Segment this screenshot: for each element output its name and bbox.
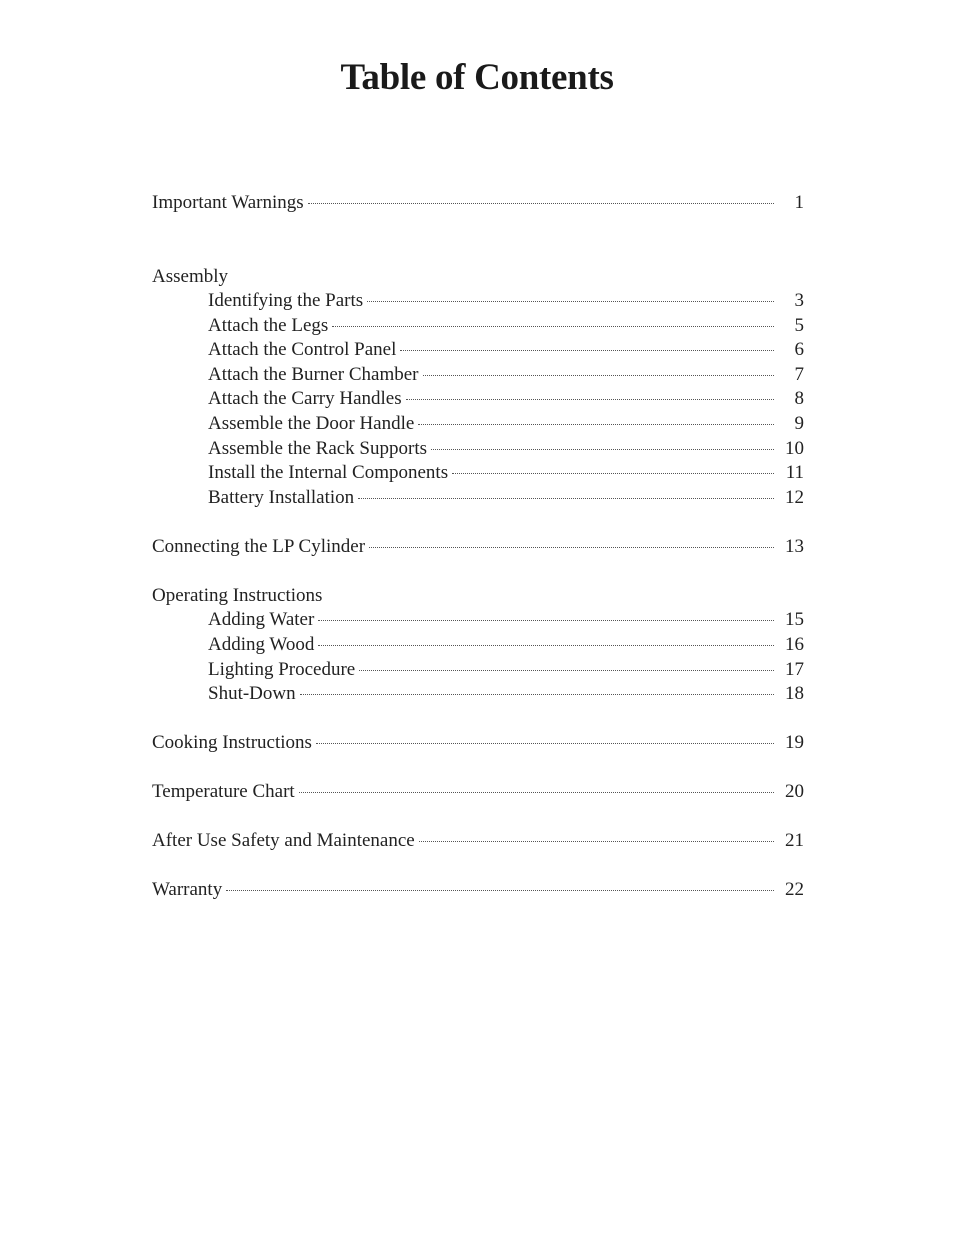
toc-page-number: 19 [785, 732, 804, 753]
toc-entry-label: Temperature Chart [152, 781, 295, 802]
toc-entry-label: Adding Water [208, 609, 315, 630]
toc-page-number: 7 [794, 364, 804, 385]
toc-entry-label: Install the Internal Components [208, 462, 449, 483]
toc-page-number: 10 [785, 438, 804, 459]
toc-entry-adding-water[interactable] [152, 608, 804, 632]
dot-leader [332, 325, 774, 327]
dot-leader [367, 300, 774, 302]
toc-page-number: 11 [785, 462, 804, 483]
toc-entry-warranty[interactable] [152, 878, 804, 902]
toc-entry-label: Assemble the Door Handle [208, 413, 415, 434]
dot-leader [308, 202, 774, 204]
dot-leader [431, 448, 774, 450]
toc-entry-label: After Use Safety and Maintenance [152, 830, 415, 851]
dot-leader [369, 546, 774, 548]
toc-entry-label: Battery Installation [208, 487, 355, 508]
toc-entry-label: Attach the Carry Handles [208, 388, 402, 409]
toc-entry-attach-legs[interactable] [152, 314, 804, 338]
toc-entry-cooking-instructions[interactable] [152, 731, 804, 755]
toc-page-number: 21 [785, 830, 804, 851]
page-title: Table of Contents [340, 57, 614, 98]
toc-page-number: 22 [785, 879, 804, 900]
section-heading-assembly: Assembly [152, 266, 228, 287]
toc-entry-attach-burner-chamber[interactable] [152, 363, 804, 387]
toc-entry-assemble-rack-supports[interactable] [152, 437, 804, 461]
toc-page-number: 20 [785, 781, 804, 802]
toc-entry-label: Attach the Control Panel [208, 339, 397, 360]
toc-page-number: 9 [794, 413, 804, 434]
toc-entry-important-warnings[interactable] [152, 191, 804, 215]
toc-entry-label: Important Warnings [152, 192, 304, 213]
toc-entry-battery-installation[interactable] [152, 486, 804, 510]
toc-entry-label: Connecting the LP Cylinder [152, 536, 366, 557]
dot-leader [316, 742, 774, 744]
toc-entry-install-internal-components[interactable] [152, 461, 804, 485]
toc-entry-label: Attach the Legs [208, 315, 329, 336]
toc-page-number: 16 [785, 634, 804, 655]
toc-entry-adding-wood[interactable] [152, 633, 804, 657]
toc-page-number: 12 [785, 487, 804, 508]
toc-page-number: 18 [785, 683, 804, 704]
dot-leader [418, 423, 774, 425]
dot-leader [419, 840, 774, 842]
toc-page-number: 17 [785, 659, 804, 680]
toc-page-number: 13 [785, 536, 804, 557]
dot-leader [226, 889, 774, 891]
dot-leader [318, 619, 774, 621]
toc-entry-identifying-parts[interactable] [152, 289, 804, 313]
toc-entry-assemble-door-handle[interactable] [152, 412, 804, 436]
toc-entry-label: Shut-Down [208, 683, 296, 704]
dot-leader [358, 497, 774, 499]
dot-leader [452, 472, 774, 474]
dot-leader [423, 374, 774, 376]
toc-page-number: 3 [794, 290, 804, 311]
toc-entry-after-use-safety[interactable] [152, 829, 804, 853]
dot-leader [299, 791, 774, 793]
toc-entry-connecting-lp-cylinder[interactable] [152, 535, 804, 559]
toc-page-number: 6 [794, 339, 804, 360]
toc-entry-label: Assemble the Rack Supports [208, 438, 428, 459]
dot-leader [400, 349, 774, 351]
toc-entry-label: Identifying the Parts [208, 290, 364, 311]
dot-leader [359, 669, 774, 671]
section-heading-operating-instructions: Operating Instructions [152, 585, 323, 606]
dot-leader [406, 398, 774, 400]
toc-entry-shut-down[interactable] [152, 682, 804, 706]
toc-entry-label: Cooking Instructions [152, 732, 312, 753]
toc-page-number: 8 [794, 388, 804, 409]
toc-page-number: 5 [794, 315, 804, 336]
toc-entry-label: Attach the Burner Chamber [208, 364, 419, 385]
toc-entry-attach-control-panel[interactable] [152, 338, 804, 362]
toc-page-number: 15 [785, 609, 804, 630]
dot-leader [300, 693, 774, 695]
toc-entry-label: Adding Wood [208, 634, 315, 655]
toc-entry-attach-carry-handles[interactable] [152, 387, 804, 411]
toc-entry-label: Warranty [152, 879, 223, 900]
toc-entry-temperature-chart[interactable] [152, 780, 804, 804]
toc-entry-label: Lighting Procedure [208, 659, 356, 680]
toc-entry-lighting-procedure[interactable] [152, 658, 804, 682]
dot-leader [318, 644, 774, 646]
toc-page-number: 1 [794, 192, 804, 213]
